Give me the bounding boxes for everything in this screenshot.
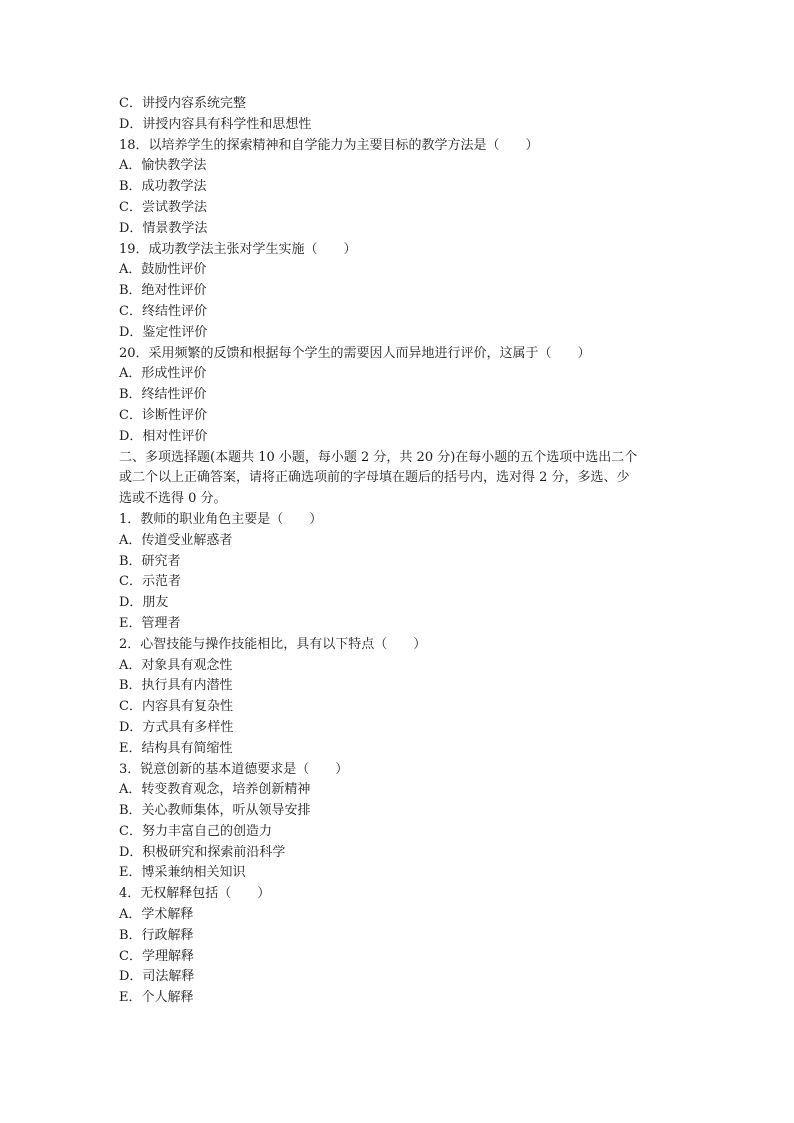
option-line: A．形成性评价: [119, 366, 207, 382]
question-line: 19．成功教学法主张对学生实施（ ）: [119, 241, 357, 257]
question-line: 18．以培养学生的探索精神和自学能力为主要目标的教学方法是（ ）: [119, 137, 539, 153]
option-line: C．尝试教学法: [119, 199, 207, 215]
option-line: D．方式具有多样性: [119, 719, 234, 735]
option-line: B．关心教师集体，听从领导安排: [119, 803, 311, 819]
option-line: B．绝对性评价: [119, 283, 207, 299]
option-line: B．终结性评价: [119, 387, 207, 403]
option-line: C．示范者: [119, 574, 181, 590]
option-line: D．积极研究和探索前沿科学: [119, 844, 286, 860]
option-line: C．努力丰富自己的创造力: [119, 823, 272, 839]
option-line: D．情景教学法: [119, 220, 208, 236]
question-line: 2．心智技能与操作技能相比，具有以下特点（ ）: [119, 636, 427, 652]
option-line: D．鉴定性评价: [119, 324, 208, 340]
option-line: C．终结性评价: [119, 303, 207, 319]
option-line: C．讲授内容系统完整: [119, 96, 246, 111]
option-line: A．鼓励性评价: [119, 262, 207, 278]
option-line: B．行政解释: [119, 927, 194, 943]
option-line: D．讲授内容具有科学性和思想性: [119, 116, 312, 132]
option-line: E．博采兼纳相关知识: [119, 865, 246, 881]
option-line: E．个人解释: [119, 990, 194, 1006]
document-body: [119, 94, 679, 1009]
option-line: C．学理解释: [119, 948, 194, 964]
option-line: D．朋友: [119, 595, 169, 611]
option-line: B．执行具有内潜性: [119, 678, 233, 694]
section-heading-line: 二、多项选择题(本题共 10 小题，每小题 2 分，共 20 分)在每小题的五个选项中选出二个: [119, 449, 638, 465]
question-line: 20．采用频繁的反馈和根据每个学生的需要因人而异地进行评价，这属于（ ）: [119, 345, 591, 361]
option-line: E．管理者: [119, 615, 181, 631]
question-line: 4．无权解释包括（ ）: [119, 886, 271, 902]
option-line: C．诊断性评价: [119, 407, 207, 423]
question-line: 3．锐意创新的基本道德要求是（ ）: [119, 761, 349, 777]
option-line: A．学术解释: [119, 907, 194, 923]
section-heading-line: 或二个以上正确答案，请将正确选项前的字母填在题后的括号内，选对得 2 分，多选、少: [119, 470, 630, 486]
option-line: A．传道受业解惑者: [119, 532, 233, 548]
option-line: C．内容具有复杂性: [119, 699, 233, 715]
option-line: A．对象具有观念性: [119, 657, 233, 673]
option-line: E．结构具有简缩性: [119, 740, 233, 756]
option-line: D．相对性评价: [119, 428, 208, 444]
option-line: D．司法解释: [119, 969, 195, 985]
option-line: A．转变教育观念，培养创新精神: [119, 782, 311, 798]
option-line: A．愉快教学法: [119, 158, 207, 174]
section-heading-line: 选或不选得 0 分。: [119, 491, 227, 507]
option-line: B．成功教学法: [119, 179, 207, 195]
option-line: B．研究者: [119, 553, 181, 569]
question-line: 1．教师的职业角色主要是（ ）: [119, 511, 323, 527]
